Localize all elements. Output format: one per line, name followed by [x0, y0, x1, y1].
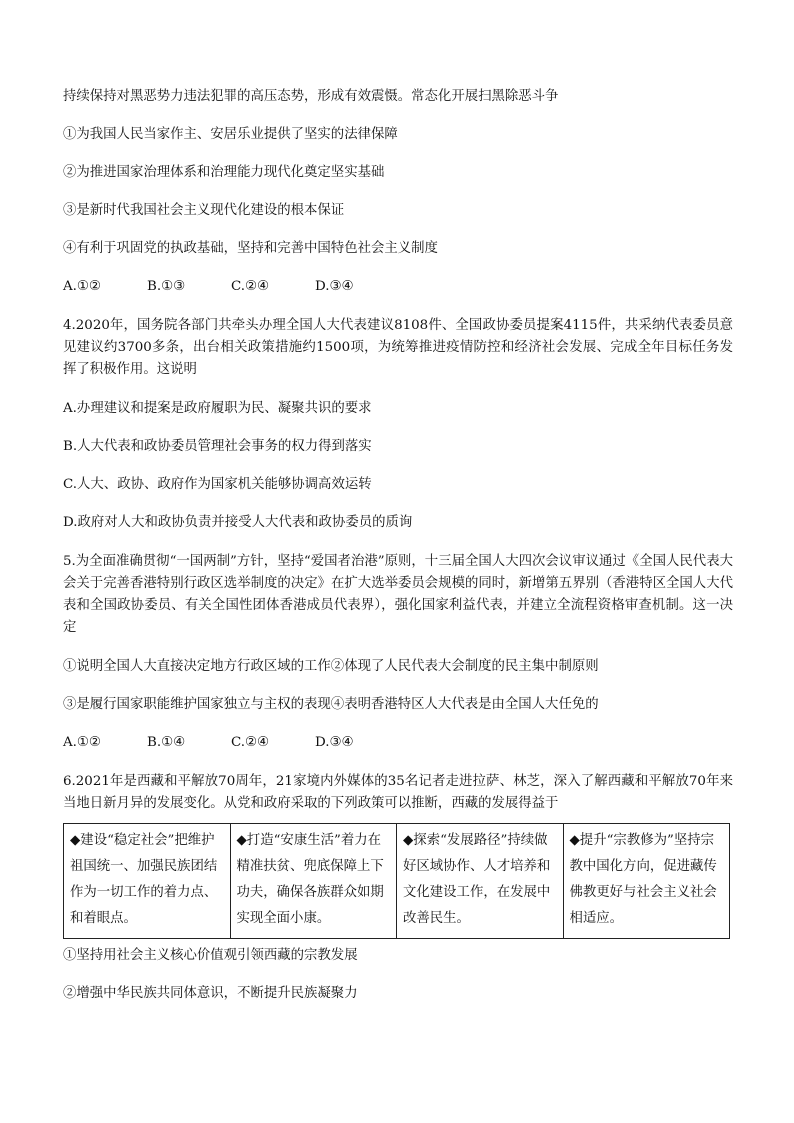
- q6-table-cell-4: ◆提升“宗教修为”坚持宗教中国化方向，促进藏传佛教更好与社会主义社会相适应。: [563, 824, 730, 939]
- q3-item-2: ②为推进国家治理体系和治理能力现代化奠定坚实基础: [63, 165, 385, 180]
- q3-item-4: ④有利于巩固党的执政基础，坚持和完善中国特色社会主义制度: [63, 241, 438, 256]
- q3-option-c: C.②④: [231, 279, 270, 294]
- q6-policy-table: [63, 823, 730, 939]
- table-row: [64, 824, 730, 939]
- q5-option-c: C.②④: [231, 735, 270, 750]
- q5-options: [63, 732, 733, 753]
- q4-option-c: C.人大、政协、政府作为国家机关能够协调高效运转: [63, 477, 372, 492]
- q6-table-cell-1: ◆建设“稳定社会”把维护祖国统一、加强民族团结作为一切工作的着力点、和着眼点。: [64, 824, 231, 939]
- q4-option-b: B.人大代表和政协委员管理社会事务的权力得到落实: [63, 439, 372, 454]
- q5-option-b: B.①④: [147, 735, 186, 750]
- q5-stem: 5.为全面准确贯彻“一国两制”方针，坚持“爱国者治港”原则，十三届全国人大四次会议审议通过《全国人民代表大会关于完善香港特别行政区选举制度的决定》在扩大选举委员会规模的同时，新增第五界别（香港特区全国人大代表和全国政协委员、有关全国性团体香港成员代表界），强化国家利益代表，并建立全流程资格审查机制。这一决定: [63, 554, 733, 635]
- q5-items-3-4: ③是履行国家职能维护国家独立与主权的表现④表明香港特区人大代表是由全国人大任免的: [63, 697, 599, 712]
- q3-options: [63, 276, 733, 297]
- exam-page: [63, 86, 733, 1004]
- q6-table-cell-3: ◆探索“发展路径”持续做好区域协作、人才培养和文化建设工作，在发展中改善民生。: [397, 824, 564, 939]
- q3-item-3: ③是新时代我国社会主义现代化建设的根本保证: [63, 203, 345, 218]
- q3-option-a: A.①②: [63, 279, 101, 294]
- q4-option-a: A.办理建议和提案是政府履职为民、凝聚共识的要求: [63, 401, 372, 416]
- q5-items-1-2: ①说明全国人大直接决定地方行政区域的工作②体现了人民代表大会制度的民主集中制原则: [63, 659, 599, 674]
- q3-stem-tail: 持续保持对黑恶势力违法犯罪的高压态势，形成有效震慑。常态化开展扫黑除恶斗争: [63, 89, 559, 104]
- q4-stem: 4.2020年，国务院各部门共牵头办理全国人大代表建议8108件、全国政协委员提案4115件，共采纳代表委员意见建议约3700多条，出台相关政策措施约1500项，为统筹推进疫情防控和经济社会发展、完成全年目标任务发挥了积极作用。这说明: [63, 318, 733, 377]
- q3-option-d: D.③④: [315, 279, 354, 294]
- q3-item-1: ①为我国人民当家作主、安居乐业提供了坚实的法律保障: [63, 127, 398, 142]
- q5-option-a: A.①②: [63, 735, 101, 750]
- q4-option-d: D.政府对人大和政协负责并接受人大代表和政协委员的质询: [63, 515, 413, 530]
- q6-stem: 6.2021年是西藏和平解放70周年，21家境内外媒体的35名记者走进拉萨、林芝，深入了解西藏和平解放70年来当地日新月异的发展变化。从党和政府采取的下列政策可以推断，西藏的发展得益于: [63, 774, 733, 811]
- q3-option-b: B.①③: [147, 279, 186, 294]
- q6-table-cell-2: ◆打造“安康生活”着力在精准扶贫、兜底保障上下功夫，确保各族群众如期实现全面小康。: [230, 824, 397, 939]
- q5-option-d: D.③④: [315, 735, 354, 750]
- q6-item-2: ②增强中华民族共同体意识，不断提升民族凝聚力: [63, 986, 358, 1001]
- q6-item-1: ①坚持用社会主义核心价值观引领西藏的宗教发展: [63, 948, 358, 963]
